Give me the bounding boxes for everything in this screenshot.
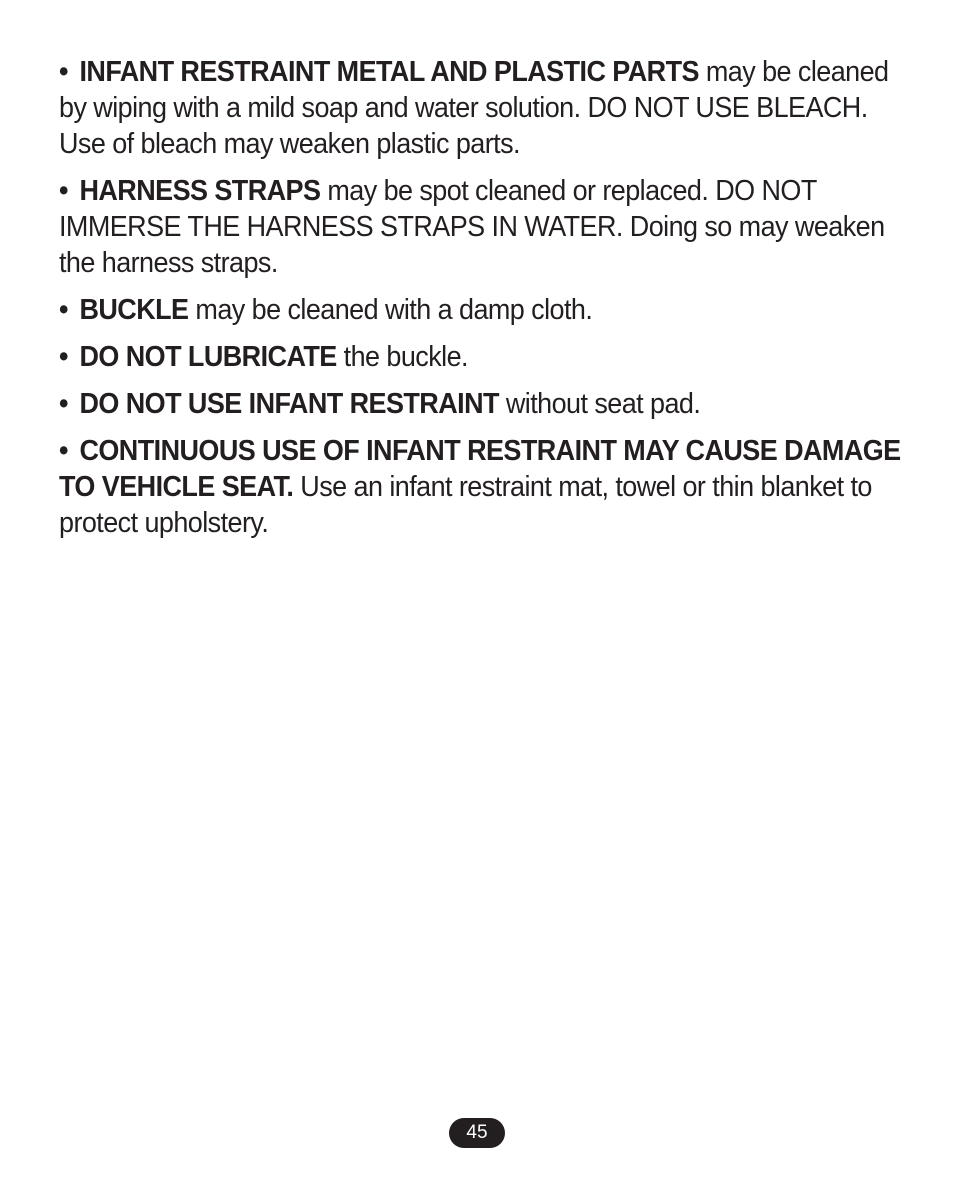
- instruction-text: may be cleaned with a damp cloth.: [188, 294, 593, 326]
- instruction-heading: DO NOT USE INFANT RESTRAINT: [79, 388, 499, 420]
- bullet-icon: •: [59, 341, 68, 373]
- bullet-icon: •: [59, 56, 68, 88]
- instructions-page: [59, 54, 899, 552]
- instruction-heading: INFANT RESTRAINT METAL AND PLASTIC PARTS: [79, 56, 699, 88]
- instruction-text: may be spot cleaned or replaced. DO NOT IMMERSE THE HARNESS STRAPS IN WATER. Doing so may weaken the harness straps.: [59, 175, 885, 279]
- instruction-heading: DO NOT LUBRICATE: [79, 341, 337, 373]
- instruction-text: Use an infant restraint mat, towel or thin blanket to protect upholstery.: [59, 471, 872, 539]
- instruction-item-seat-pad: [59, 386, 901, 422]
- instruction-item-buckle: [59, 292, 901, 328]
- instruction-item-lubricate: [59, 339, 901, 375]
- instruction-heading: HARNESS STRAPS: [79, 175, 321, 207]
- bullet-icon: •: [59, 435, 68, 467]
- page-number-badge: 45: [449, 1118, 505, 1148]
- instruction-item-plastic-parts: [59, 54, 901, 162]
- instruction-text: may be cleaned by wiping with a mild soap and water solution. DO NOT USE BLEACH. Use of bleach may weaken plastic parts.: [59, 56, 889, 160]
- instruction-heading: BUCKLE: [79, 294, 189, 326]
- instruction-text: without seat pad.: [498, 388, 701, 420]
- instruction-item-vehicle-seat: [59, 433, 901, 541]
- bullet-icon: •: [59, 388, 68, 420]
- instruction-text: the buckle.: [336, 341, 468, 373]
- instruction-heading: CONTINUOUS USE OF INFANT RESTRAINT MAY CAUSE DAMAGE TO VEHICLE SEAT.: [59, 435, 901, 503]
- bullet-icon: •: [59, 294, 68, 326]
- instruction-item-harness-straps: [59, 173, 901, 281]
- bullet-icon: •: [59, 175, 68, 207]
